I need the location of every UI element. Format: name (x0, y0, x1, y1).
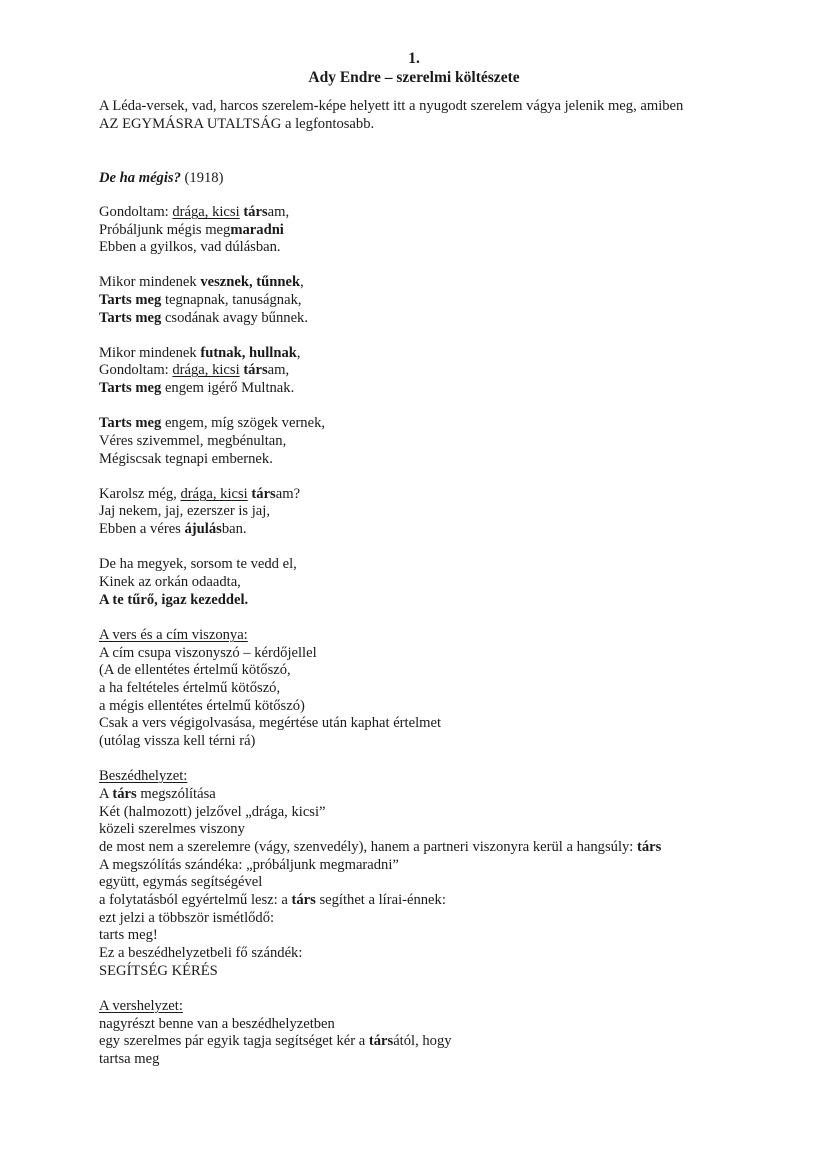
text-segment: Kinek az orkán odaadta, (99, 574, 241, 590)
text-segment: tarts meg! (99, 927, 158, 943)
text-line (99, 574, 241, 592)
text-line (99, 857, 399, 875)
text-segment: tegnapnak, tanuságnak, (161, 292, 302, 308)
text-line (99, 170, 223, 188)
text-line (99, 645, 317, 663)
text-segment: nagyrészt benne van a beszédhelyzetben (99, 1016, 335, 1032)
text-line (99, 292, 302, 310)
bold-text: A te tűrő, igaz kezeddel. (99, 592, 249, 608)
page-title: Ady Endre – szerelmi költészete (308, 69, 520, 86)
underlined-text: drága, kicsi (172, 204, 240, 220)
text-segment: Próbáljunk mégis meg (99, 222, 231, 238)
underlined-text: Beszédhelyzet: (99, 768, 188, 784)
text-segment: Gondoltam: (99, 204, 173, 220)
text-line (99, 310, 308, 328)
text-line (99, 222, 284, 240)
text-segment: A (99, 786, 113, 802)
text-line (99, 556, 297, 574)
text-segment: Ebben a véres (99, 521, 185, 537)
text-line (99, 204, 289, 222)
text-segment: de most nem a szerelemre (vágy, szenvedély), hanem a partneri viszonyra kerül a hangsúly: (99, 839, 638, 855)
bold-text: futnak, hullnak (200, 345, 297, 361)
text-segment: (A de ellentétes értelmű kötőszó, (99, 662, 291, 678)
text-line (99, 715, 441, 733)
underlined-text: drága, kicsi (180, 486, 248, 502)
bold-text: társ (251, 486, 276, 502)
text-segment: közeli szerelmes viszony (99, 821, 245, 837)
text-line (99, 892, 446, 910)
text-segment: a ha feltételes értelmű kötőszó, (99, 680, 281, 696)
text-segment: A megszólítás szándéka: „próbáljunk megmaradni” (99, 857, 399, 873)
text-segment: (utólag vissza kell térni rá) (99, 733, 256, 749)
text-segment: engem igérő Multnak. (161, 380, 295, 396)
text-line (99, 274, 304, 292)
text-line (99, 910, 274, 928)
text-segment: ezt jelzi a többször ismétlődő: (99, 910, 275, 926)
text-line (99, 98, 683, 116)
text-line (99, 486, 300, 504)
text-segment: Jaj nekem, jaj, ezerszer is jaj, (99, 503, 270, 519)
text-segment: Mikor mindenek (99, 274, 201, 290)
text-segment: Ebben a gyilkos, vad dúlásban. (99, 239, 281, 255)
bold-text: társ (637, 839, 662, 855)
text-line (99, 627, 248, 645)
text-segment: A cím csupa viszonyszó – kérdőjellel (99, 645, 317, 661)
underlined-text: drága, kicsi (172, 362, 240, 378)
bold-text: társ (368, 1033, 394, 1049)
bold-text: társ (291, 892, 316, 908)
text-segment: am? (275, 486, 301, 502)
underlined-text: A vers és a cím viszonya: (99, 627, 248, 643)
text-segment: am, (267, 362, 290, 378)
text-line (99, 768, 187, 786)
text-segment: a mégis ellentétes értelmű kötőszó) (99, 698, 305, 714)
text-segment: Mégiscsak tegnapi embernek. (99, 451, 273, 467)
bold-text: társ (243, 362, 268, 378)
text-line (99, 839, 661, 857)
text-line (99, 433, 286, 451)
bold-text: maradni (230, 222, 284, 238)
text-segment: Gondoltam: (99, 362, 173, 378)
text-line (99, 415, 325, 433)
text-segment: SEGÍTSÉG KÉRÉS (99, 963, 218, 979)
text-line (99, 804, 326, 822)
text-segment: De ha megyek, sorsom te vedd el, (99, 556, 297, 572)
text-segment: Két (halmozott) jelzővel „drága, kicsi” (99, 804, 326, 820)
text-line (99, 1051, 159, 1069)
text-segment: csodának avagy bűnnek. (161, 310, 308, 326)
text-line (99, 680, 280, 698)
text-segment: Karolsz még, (99, 486, 181, 502)
text-line (99, 592, 248, 610)
text-segment: egy szerelmes pár egyik tagja segítséget kér a (99, 1033, 369, 1049)
text-segment: megszólítása (136, 786, 216, 802)
text-line (99, 345, 301, 363)
text-segment: (1918) (180, 170, 224, 186)
text-segment: AZ EGYMÁSRA UTALTSÁG a legfontosabb. (99, 116, 375, 132)
text-line (99, 116, 374, 134)
bold-text: Tarts meg (99, 292, 162, 308)
underlined-text: A vershelyzet: (99, 998, 183, 1014)
text-line (99, 380, 294, 398)
text-segment: ától, hogy (393, 1033, 452, 1049)
text-segment: a folytatásból egyértelmű lesz: a (99, 892, 292, 908)
text-line (99, 786, 216, 804)
text-segment: Csak a vers végigolvasása, megértése után kaphat értelmet (99, 715, 442, 731)
text-line (99, 239, 281, 257)
text-segment: ban. (221, 521, 247, 537)
text-line (99, 963, 218, 981)
text-segment: Véres szivemmel, megbénultan, (99, 433, 287, 449)
text-line (99, 362, 289, 380)
bold-text: társ (243, 204, 268, 220)
text-segment: Ez a beszédhelyzetbeli fő szándék: (99, 945, 303, 961)
text-segment: tartsa meg (99, 1051, 160, 1067)
text-line (99, 927, 158, 945)
text-line (99, 733, 255, 751)
text-line (99, 945, 302, 963)
text-line (99, 698, 305, 716)
bold-text: Tarts meg (99, 310, 162, 326)
text-line (99, 821, 245, 839)
text-segment: , (296, 345, 301, 361)
bold-text: társ (112, 786, 137, 802)
section-number: 1. (408, 50, 420, 67)
text-line (99, 503, 270, 521)
text-segment: am, (267, 204, 290, 220)
bold-text: Tarts meg (99, 415, 162, 431)
bold-text: De ha mégis? (99, 170, 181, 186)
text-segment: segíthet a lírai-énnek: (315, 892, 446, 908)
bold-text: Tarts meg (99, 380, 162, 396)
text-segment: A Léda-versek, vad, harcos szerelem-képe helyett itt a nyugodt szerelem vágya jelenik meg, amiben (99, 98, 684, 114)
bold-text: vesznek, tűnnek (200, 274, 301, 290)
text-segment: együtt, egymás segítségével (99, 874, 263, 890)
text-line (99, 1016, 335, 1034)
text-segment: Mikor mindenek (99, 345, 201, 361)
text-segment: engem, míg szögek vernek, (161, 415, 326, 431)
text-line (99, 451, 273, 469)
text-line (99, 521, 247, 539)
text-line (99, 874, 262, 892)
text-line (99, 662, 291, 680)
text-line (99, 1033, 452, 1051)
text-line (99, 998, 183, 1016)
bold-text: ájulás (184, 521, 222, 537)
text-segment: , (300, 274, 304, 290)
